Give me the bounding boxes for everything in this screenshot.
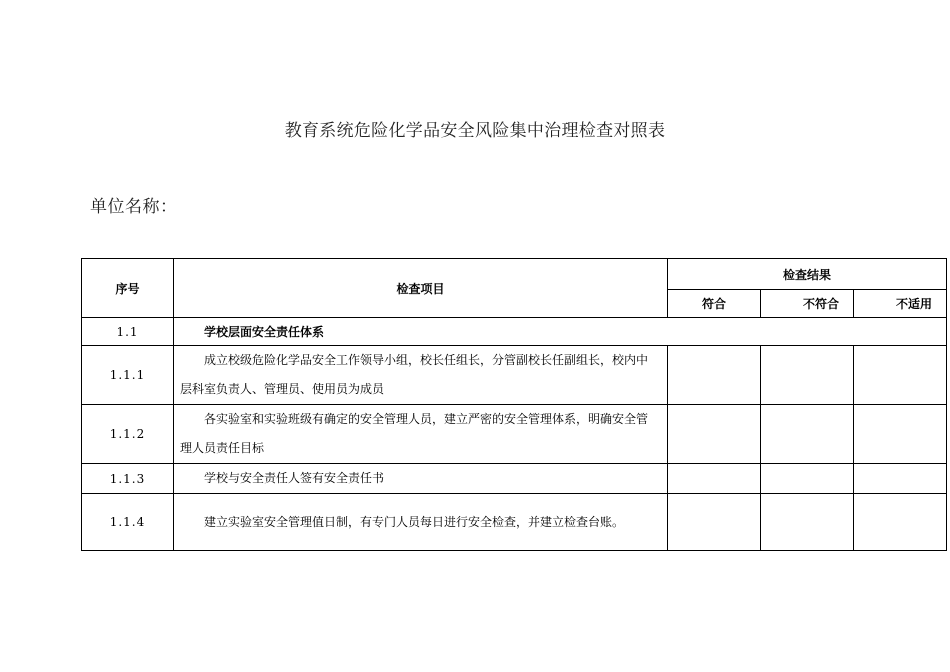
not-applicable-cell[interactable] [854,464,947,494]
section-row [82,318,947,346]
header-item: 检查项目 [174,259,668,318]
comply-cell[interactable] [668,346,761,405]
table-header-row [82,259,947,290]
header-result: 检查结果 [668,259,947,290]
row-seq: 1.1.2 [82,405,174,464]
not-applicable-cell[interactable] [854,494,947,551]
table-row [82,405,947,464]
comply-cell[interactable] [668,494,761,551]
section-seq: 1.1 [82,318,174,346]
not-comply-cell[interactable] [761,346,854,405]
table-row [82,346,947,405]
not-applicable-cell[interactable] [854,346,947,405]
header-not-comply: 不符合 [761,290,854,318]
document-title: 教育系统危险化学品安全风险集中治理检查对照表 [284,121,666,141]
row-seq: 1.1.1 [82,346,174,405]
row-seq: 1.1.3 [82,464,174,494]
not-comply-cell[interactable] [761,464,854,494]
row-item-text: 成立校级危险化学品安全工作领导小组，校长任组长，分管副校长任副组长，校内中层科室负责人、管理员、使用员为成员 [174,346,668,405]
table-row [82,464,947,494]
not-comply-cell[interactable] [761,494,854,551]
not-applicable-cell[interactable] [854,405,947,464]
section-title: 学校层面安全责任体系 [174,318,947,346]
header-seq: 序号 [82,259,174,318]
row-item-text: 建立实验室安全管理值日制，有专门人员每日进行安全检查，并建立检查台账。 [174,494,668,551]
header-not-applicable: 不适用 [854,290,947,318]
header-comply: 符合 [668,290,761,318]
inspection-table [81,258,947,551]
comply-cell[interactable] [668,405,761,464]
not-comply-cell[interactable] [761,405,854,464]
comply-cell[interactable] [668,464,761,494]
row-item-text: 学校与安全责任人签有安全责任书 [174,464,668,494]
row-item-text: 各实验室和实验班级有确定的安全管理人员，建立严密的安全管理体系，明确安全管理人员责任目标 [174,405,668,464]
table-row [82,494,947,551]
unit-name-label: 单位名称： [90,197,178,217]
row-seq: 1.1.4 [82,494,174,551]
